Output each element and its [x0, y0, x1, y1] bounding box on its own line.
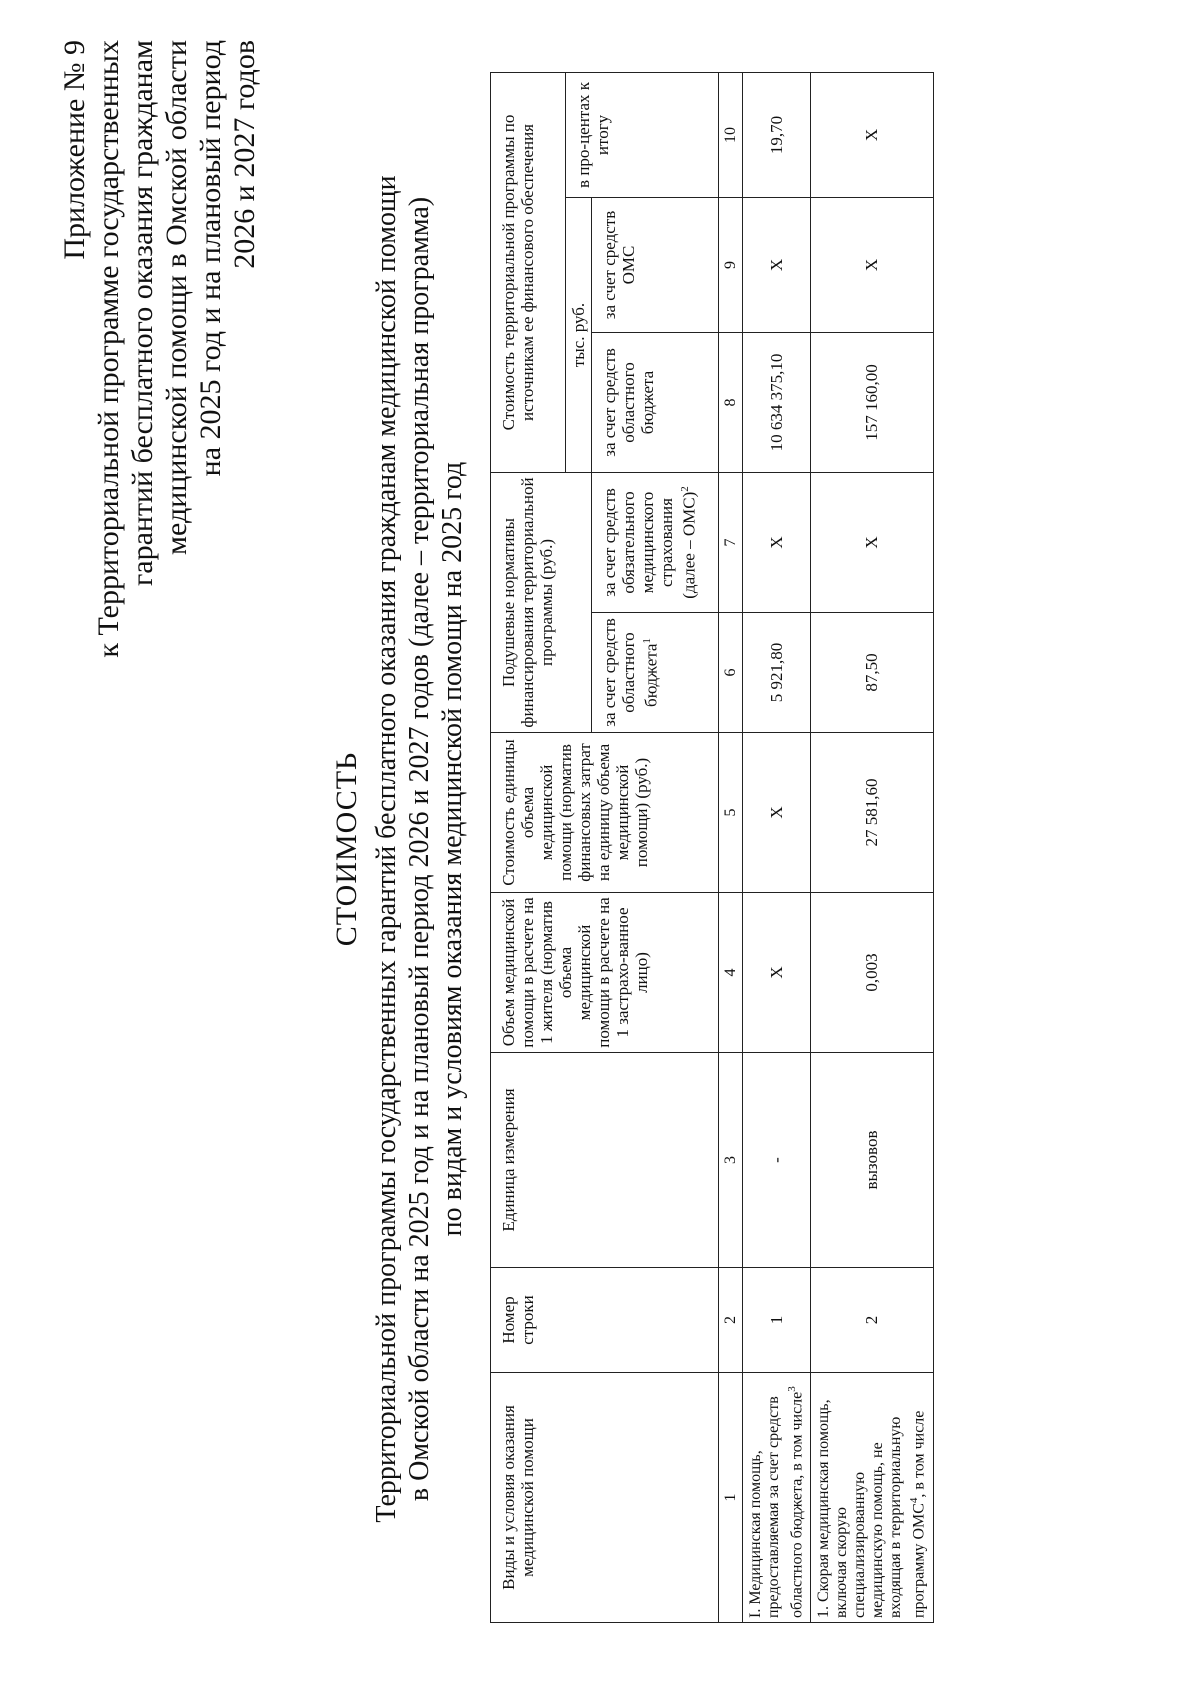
header-norm-budget	[592, 613, 719, 733]
row-norm-oms: X	[743, 472, 811, 612]
row-unit: -	[743, 1053, 811, 1268]
appendix-line: к Территориальной программе государственных	[92, 40, 125, 658]
row-cost-budget: 10 634 375,10	[743, 332, 811, 472]
column-numbers-row	[719, 72, 743, 1622]
row-unit: вызовов	[811, 1053, 933, 1268]
appendix-line: гарантий бесплатного оказания гражданам	[126, 40, 159, 587]
header-norm-budget-text: за счет средств областного бюджета	[600, 618, 661, 727]
column-number: 4	[719, 893, 743, 1053]
header-volume: Объем медицинской помощи в расчете на 1 жителя (норматив объема медицинской помощи в расчете на 1 застрахо-ванное лицо)	[491, 893, 719, 1053]
cost-table	[490, 72, 934, 1623]
header-per-capita-norms: Подушевые нормативы финансирования территориальной программы (руб.)	[491, 472, 592, 732]
row-percent: X	[811, 72, 933, 197]
document-title	[330, 0, 469, 1698]
row-cost-oms: X	[811, 197, 933, 332]
row-cost-budget: 157 160,00	[811, 332, 933, 472]
row-unit-cost: 27 581,60	[811, 733, 933, 893]
appendix-line: Приложение № 9	[58, 40, 91, 260]
row-label-text: I. Медицинская помощь, предоставляемая за счет средств областного бюджета, в том числе	[747, 1391, 806, 1618]
row-unit-cost: X	[743, 733, 811, 893]
header-kinds: Виды и условия оказания медицинской помощи	[491, 1373, 719, 1623]
appendix-line: на 2025 год и на плановый период	[194, 40, 227, 477]
row-label	[811, 1373, 933, 1623]
row-norm-oms: X	[811, 472, 933, 612]
appendix-header	[58, 40, 262, 658]
row-line-number: 2	[811, 1268, 933, 1373]
column-number: 5	[719, 733, 743, 893]
row-volume: 0,003	[811, 893, 933, 1053]
title-main: СТОИМОСТЬ	[330, 751, 363, 947]
row-label-tail: , в том числе	[910, 1410, 928, 1498]
header-thousand-rub: тыс. руб.	[566, 197, 592, 472]
row-line-number: 1	[743, 1268, 811, 1373]
row-percent: 19,70	[743, 72, 811, 197]
header-cost-oms: за счет средств ОМС	[592, 197, 719, 332]
row-volume: X	[743, 893, 811, 1053]
row-norm-budget: 5 921,80	[743, 613, 811, 733]
row-norm-budget: 87,50	[811, 613, 933, 733]
column-number: 7	[719, 472, 743, 612]
row-cost-oms: X	[743, 197, 811, 332]
column-number: 8	[719, 332, 743, 472]
column-number: 3	[719, 1053, 743, 1268]
title-sub-line: по видам и условиям оказания медицинской помощи на 2025 год	[437, 461, 468, 1237]
header-percent: в про-центах к итогу	[566, 72, 719, 197]
column-number: 2	[719, 1268, 743, 1373]
footnote-mark: 4	[908, 1497, 921, 1504]
appendix-line: медицинской помощи в Омской области	[160, 40, 193, 555]
column-number: 10	[719, 72, 743, 197]
column-number: 9	[719, 197, 743, 332]
footnote-mark: 1	[641, 638, 653, 644]
row-label	[743, 1373, 811, 1623]
column-number: 6	[719, 613, 743, 733]
appendix-line: 2026 и 2027 годов	[228, 40, 261, 269]
footnote-mark: 3	[786, 1386, 798, 1392]
header-norm-oms	[592, 472, 719, 612]
header-unit-cost: Стоимость единицы объема медицинской помощи (норматив финансовых затрат на единицу объема медицинской помощи) (руб.)	[491, 733, 719, 893]
header-line-number: Номер строки	[491, 1268, 719, 1373]
header-cost-budget: за счет средств областного бюджета	[592, 332, 719, 472]
column-number: 1	[719, 1373, 743, 1623]
table-row	[811, 72, 933, 1622]
table-row	[743, 72, 811, 1622]
row-label-text: 1. Скорая медицинская помощь, включая скорую специализированную медицинскую помощь, не входящая в территориальную программу ОМС	[815, 1399, 928, 1618]
header-program-cost: Стоимость территориальной программы по источникам ее финансового обеспечения	[491, 72, 566, 472]
title-sub-line: Территориальной программы государственных гарантий бесплатного оказания гражданам медицинской помощи	[371, 175, 402, 1523]
title-sub-line: в Омской области на 2025 год и на плановый период 2026 и 2027 годов (далее – территориальная программа)	[404, 196, 435, 1502]
header-norm-oms-text: за счет средств обязательного медицинского страхования (далее – ОМС)	[600, 488, 699, 599]
footnote-mark: 2	[679, 486, 691, 492]
header-unit: Единица измерения	[491, 1053, 719, 1268]
